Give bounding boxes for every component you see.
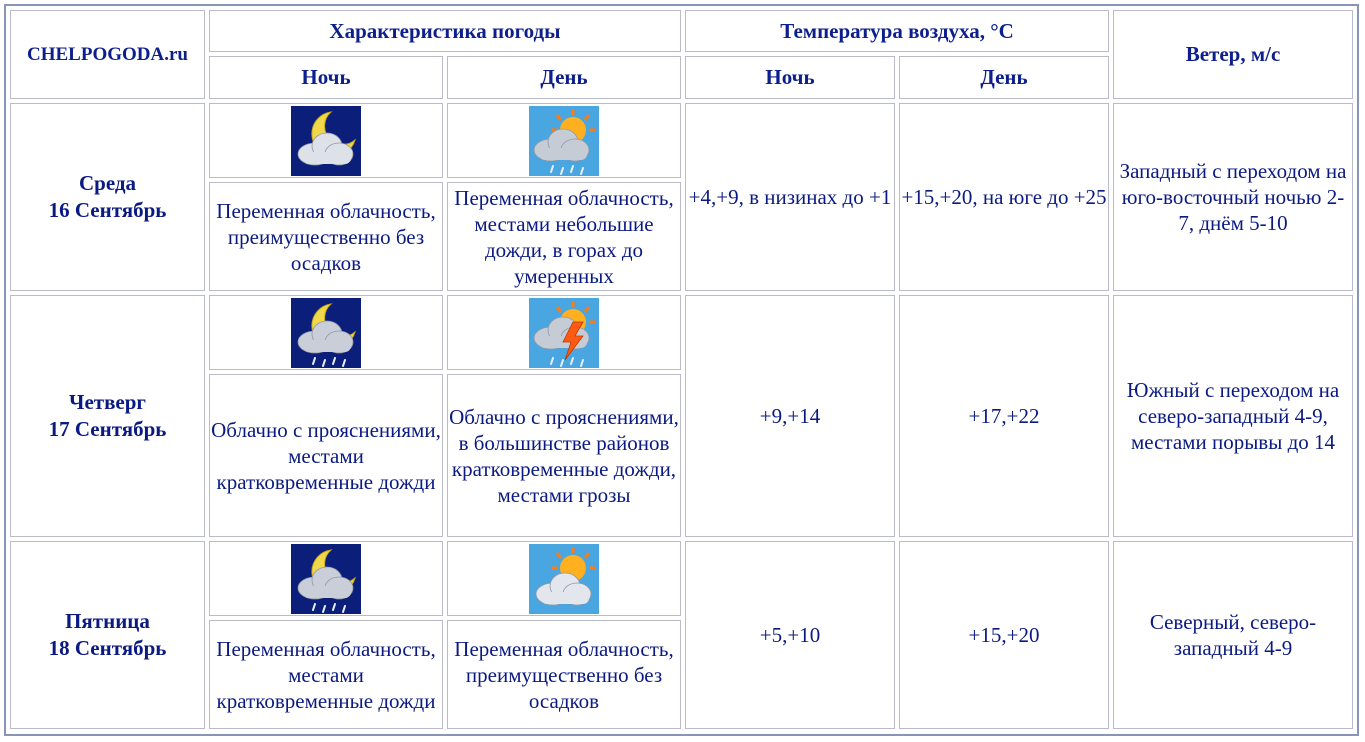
wind-header: Ветер, м/с [1113, 10, 1353, 99]
weekday-label: Пятница [65, 609, 150, 633]
night-icon-cell [209, 103, 443, 178]
weather-day-header: День [447, 56, 681, 99]
day-description: Переменная облачность, местами небольшие дожди, в горах до умеренных [447, 182, 681, 291]
day-sun-rain-icon [529, 106, 599, 176]
weather-night-header: Ночь [209, 56, 443, 99]
air-temp-header: Температура воздуха, °C [685, 10, 1109, 52]
night-icon-cell [209, 295, 443, 370]
night-description: Переменная облачность, местами кратковременные дожди [209, 620, 443, 729]
temp-day-value: +17,+22 [899, 295, 1109, 537]
temp-night-value: +9,+14 [685, 295, 895, 537]
night-description: Облачно с прояснениями, местами кратковременные дожди [209, 374, 443, 537]
night-moon-rain-icon [291, 298, 361, 368]
weather-char-header: Характеристика погоды [209, 10, 681, 52]
day-icon-cell [447, 103, 681, 178]
date-label: 16 Сентябрь [48, 198, 167, 222]
day-description: Переменная облачность, преимущественно без осадков [447, 620, 681, 729]
temp-day-value: +15,+20 [899, 541, 1109, 729]
date-label: 18 Сентябрь [48, 636, 167, 660]
forecast-table [6, 6, 1357, 733]
wind-value: Северный, северо-западный 4-9 [1113, 541, 1353, 729]
weekday-label: Четверг [69, 390, 146, 414]
day-cell-friday [10, 541, 205, 729]
day-cell-wednesday [10, 103, 205, 291]
temp-night-value: +4,+9, в низинах до +1 [685, 103, 895, 291]
night-icon-cell [209, 541, 443, 616]
day-description: Облачно с прояснениями, в большинстве районов кратковременные дожди, местами грозы [447, 374, 681, 537]
site-brand: CHELPOGODA.ru [10, 10, 205, 99]
weekday-label: Среда [78, 171, 136, 195]
temp-night-header: Ночь [685, 56, 895, 99]
night-description: Переменная облачность, преимущественно без осадков [209, 182, 443, 291]
wind-value: Западный с переходом на юго-восточный ночью 2-7, днём 5-10 [1113, 103, 1353, 291]
day-icon-cell [447, 295, 681, 370]
temp-night-value: +5,+10 [685, 541, 895, 729]
temp-day-header: День [899, 56, 1109, 99]
wind-value: Южный с переходом на северо-западный 4-9, местами порывы до 14 [1113, 295, 1353, 537]
day-icon-cell [447, 541, 681, 616]
day-thunderstorm-icon [529, 298, 599, 368]
day-sun-cloud-icon [529, 544, 599, 614]
night-moon-rain-icon [291, 544, 361, 614]
date-label: 17 Сентябрь [48, 417, 167, 441]
temp-day-value: +15,+20, на юге до +25 [899, 103, 1109, 291]
night-cloudy-moon-icon [291, 106, 361, 176]
day-cell-thursday [10, 295, 205, 537]
